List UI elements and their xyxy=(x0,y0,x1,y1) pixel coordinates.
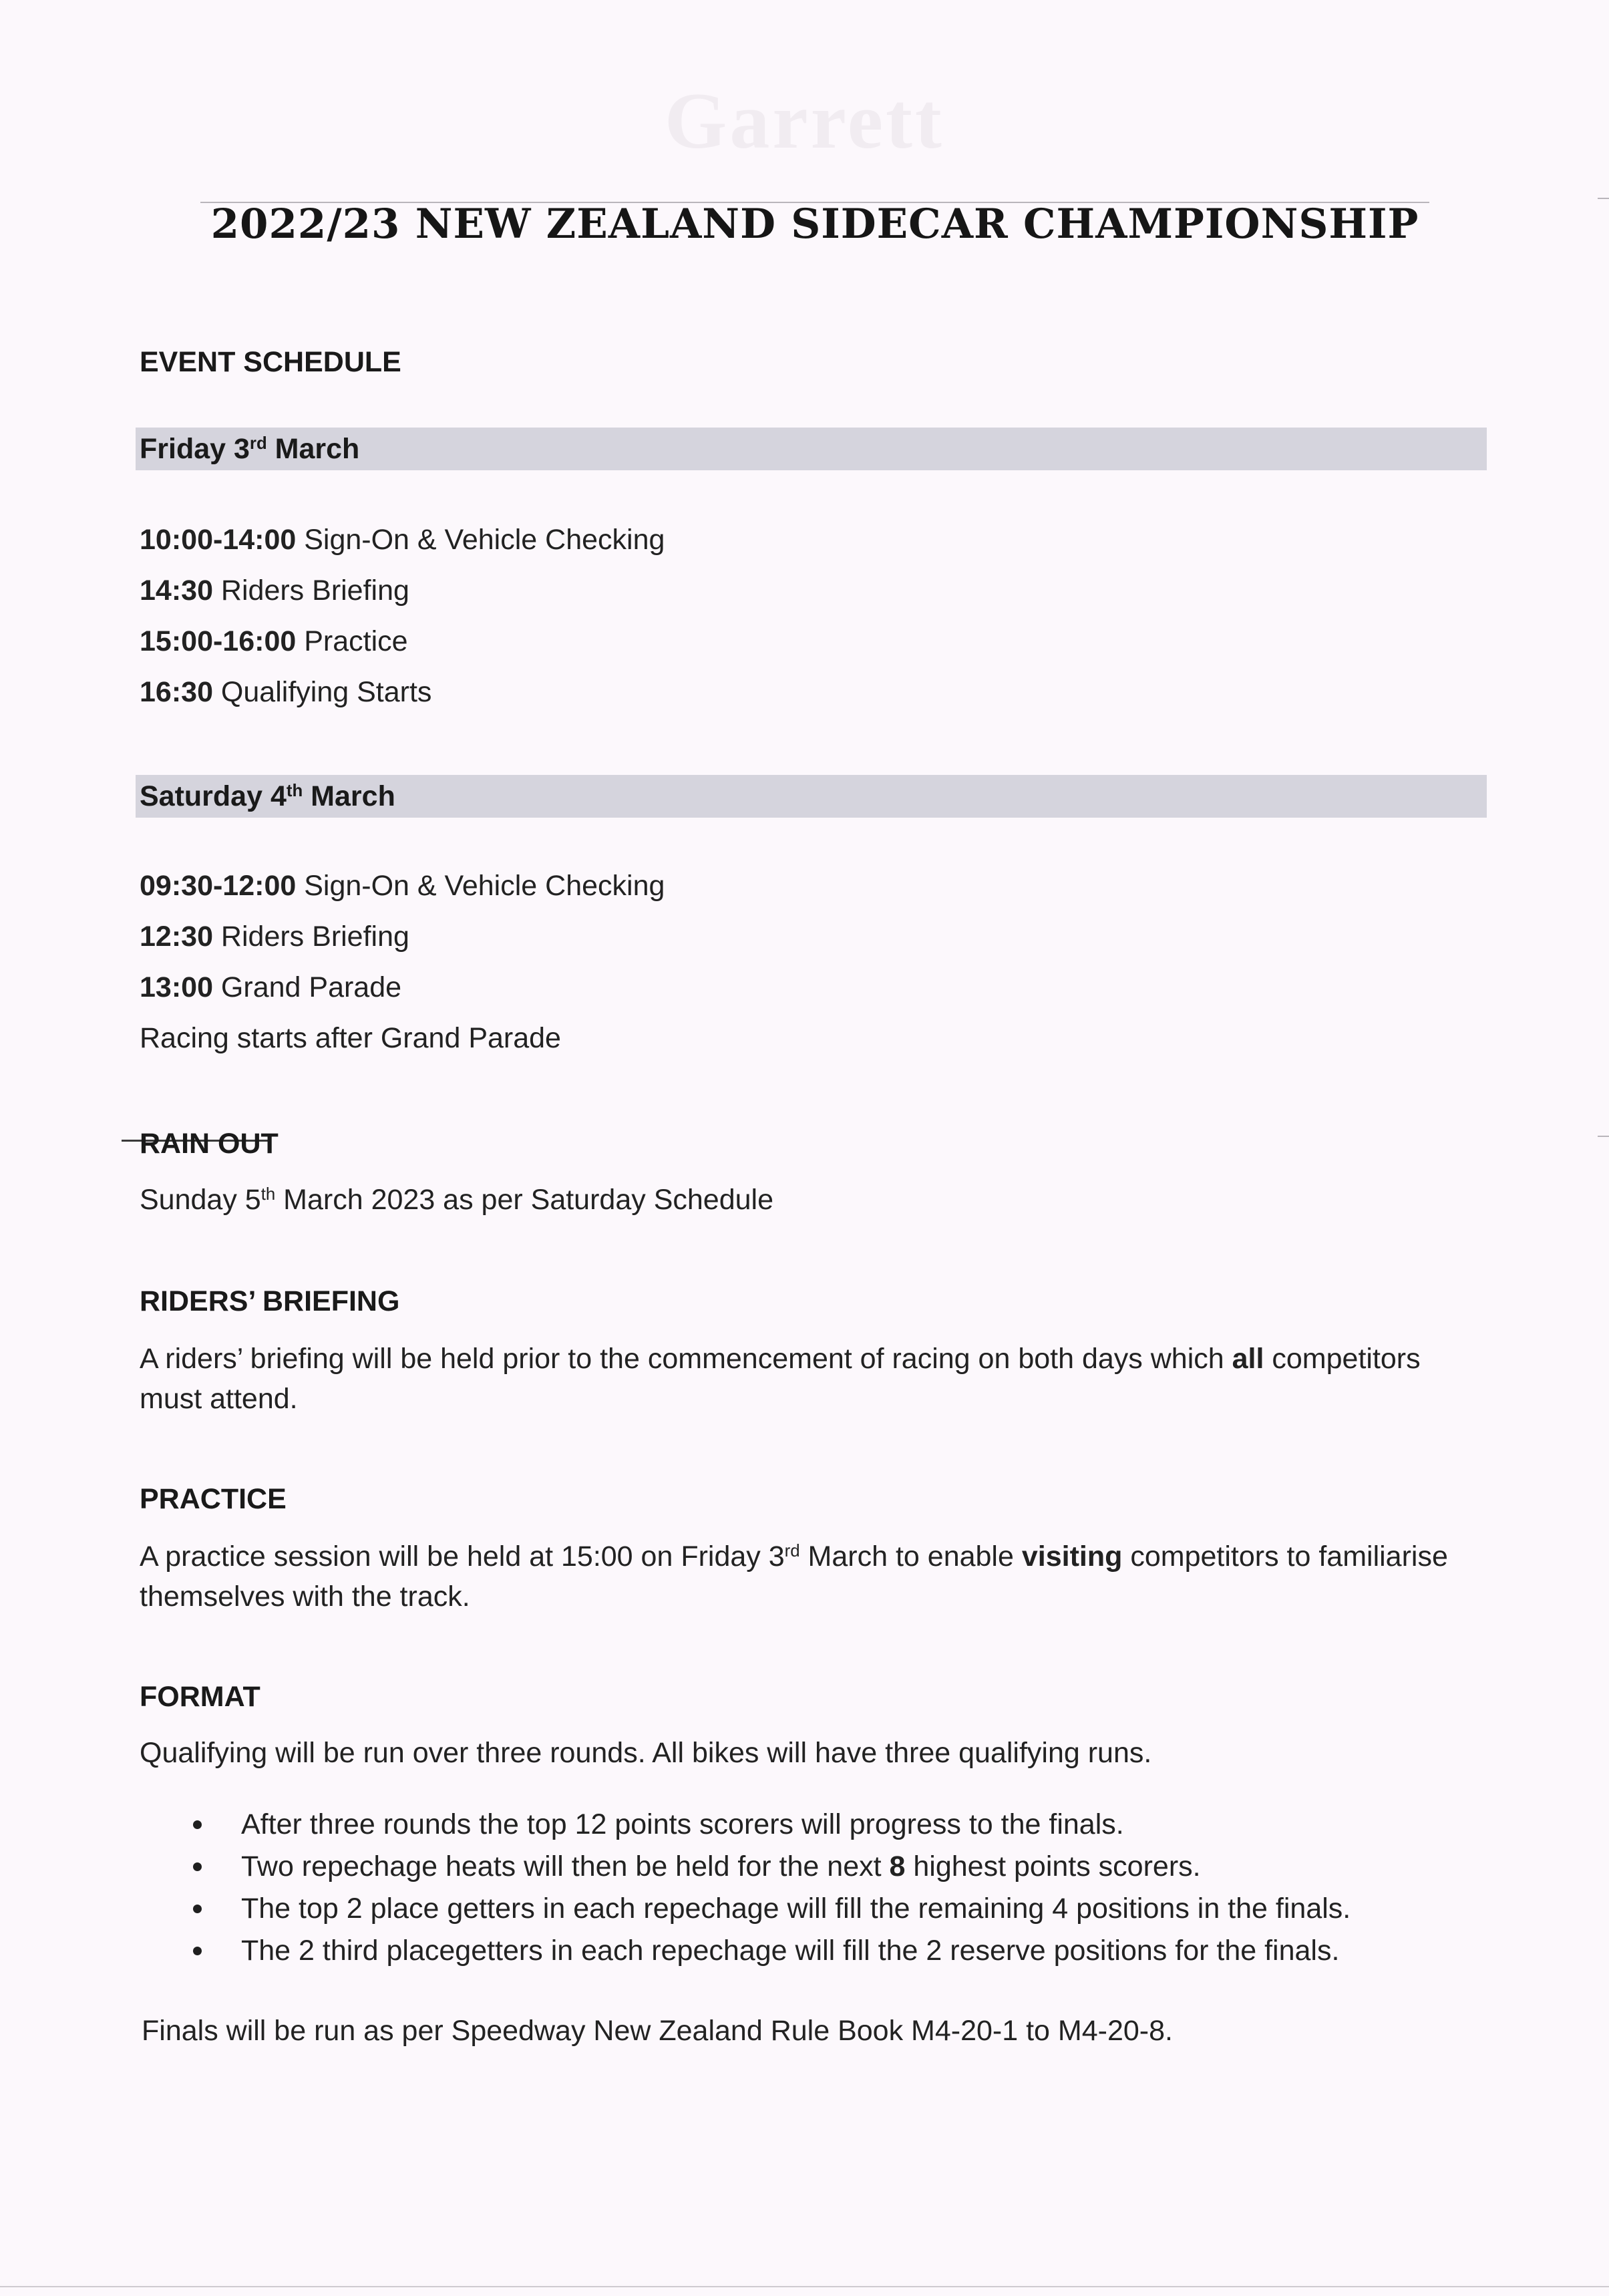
bullet-icon xyxy=(193,1905,202,1913)
format-bullet-list xyxy=(140,1804,1509,1972)
list-item: The 2 third placegetters in each repechage will fill the 2 reserve positions for the finals. xyxy=(140,1930,1509,1972)
day-label-friday: Friday 3rd March xyxy=(140,433,360,465)
schedule-item: 09:30-12:00 Sign-On & Vehicle Checking xyxy=(140,870,665,902)
day-band-saturday xyxy=(136,775,1487,818)
schedule-item: 14:30 Riders Briefing xyxy=(140,575,409,607)
list-item: Two repechage heats will then be held for the next 8 highest points scorers. xyxy=(140,1846,1509,1888)
format-intro: Qualifying will be run over three rounds. All bikes will have three qualifying runs. xyxy=(140,1737,1152,1769)
list-item: The top 2 place getters in each repechage will fill the remaining 4 positions in the finals. xyxy=(140,1888,1509,1930)
scan-edge-mark xyxy=(1598,1136,1609,1137)
rain-out-text: Sunday 5th March 2023 as per Saturday Schedule xyxy=(140,1184,773,1216)
watermark-logo: Garrett xyxy=(665,76,944,165)
schedule-note: Racing starts after Grand Parade xyxy=(140,1022,561,1054)
schedule-item: 16:30 Qualifying Starts xyxy=(140,676,432,708)
riders-briefing-heading: RIDERS’ BRIEFING xyxy=(140,1285,400,1317)
page-title: 2022/23 NEW ZEALAND SIDECAR CHAMPIONSHIP xyxy=(210,200,1419,248)
practice-heading: PRACTICE xyxy=(140,1483,287,1515)
scan-edge-mark xyxy=(1598,198,1609,199)
format-heading: FORMAT xyxy=(140,1681,260,1713)
scan-bottom-edge xyxy=(0,2286,1609,2287)
bullet-icon xyxy=(193,1820,202,1829)
day-label-saturday: Saturday 4th March xyxy=(140,780,395,812)
day-band-friday xyxy=(136,428,1487,470)
list-item: After three rounds the top 12 points scorers will progress to the finals. xyxy=(140,1804,1509,1846)
bullet-icon xyxy=(193,1862,202,1871)
practice-text: A practice session will be held at 15:00 on Friday 3rd March to enable visiting competitors to familiarise themselves with the track. xyxy=(140,1540,1448,1613)
riders-briefing-text: A riders’ briefing will be held prior to the commencement of racing on both days which all competitors must attend. xyxy=(140,1343,1421,1415)
schedule-item: 10:00-14:00 Sign-On & Vehicle Checking xyxy=(140,524,665,556)
rain-out-heading: RAIN OUT xyxy=(140,1128,279,1160)
bullet-icon xyxy=(193,1947,202,1955)
finals-text: Finals will be run as per Speedway New Zealand Rule Book M4-20-1 to M4-20-8. xyxy=(142,2015,1173,2047)
schedule-item: 12:30 Riders Briefing xyxy=(140,921,409,953)
schedule-item: 13:00 Grand Parade xyxy=(140,971,402,1003)
event-schedule-heading: EVENT SCHEDULE xyxy=(140,346,401,378)
schedule-item: 15:00-16:00 Practice xyxy=(140,625,408,657)
